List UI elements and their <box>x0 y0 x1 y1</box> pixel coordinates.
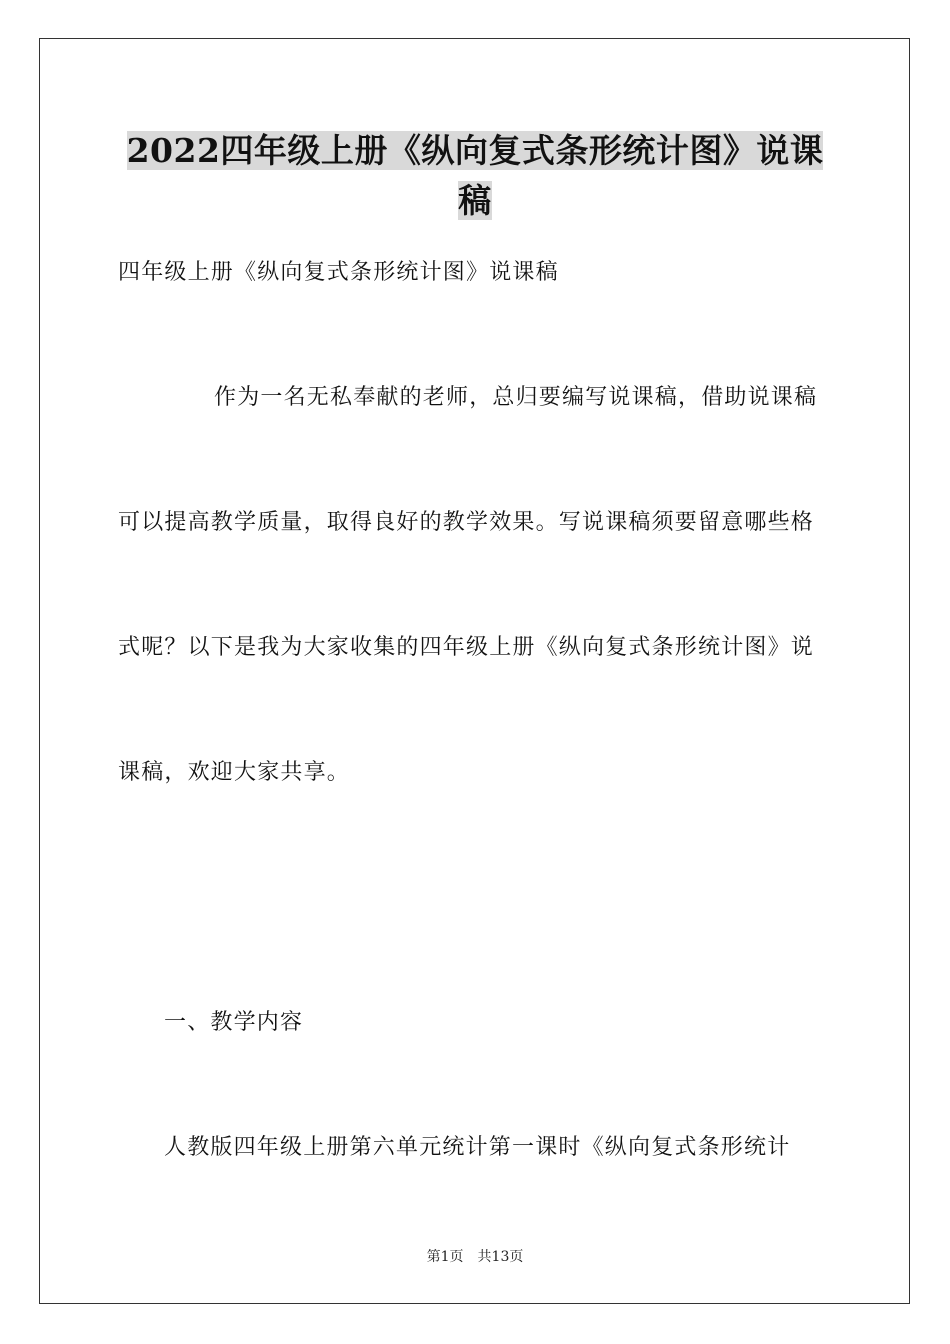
document-title <box>118 126 832 226</box>
section-heading: 一、教学内容 <box>164 1010 304 1035</box>
paragraph-line-2: 可以提高教学质量，取得良好的教学效果。写说课稿须要留意哪些格 <box>118 510 815 535</box>
page-total: 共13页 <box>477 1249 524 1265</box>
document-title-text: 2022四年级上册《纵向复式条形统计图》说课稿 <box>126 131 824 220</box>
page-border <box>39 38 910 1304</box>
paragraph-line-3: 式呢？以下是我为大家收集的四年级上册《纵向复式条形统计图》说 <box>118 635 815 660</box>
page-footer <box>0 1247 950 1267</box>
page-number: 第1页 <box>426 1249 464 1265</box>
paragraph-line-1: 作为一名无私奉献的老师，总归要编写说课稿，借助说课稿 <box>214 385 818 410</box>
document-subtitle: 四年级上册《纵向复式条形统计图》说课稿 <box>118 260 559 285</box>
section-paragraph-line: 人教版四年级上册第六单元统计第一课时《纵向复式条形统计 <box>164 1135 791 1160</box>
paragraph-line-4: 课稿，欢迎大家共享。 <box>118 760 351 785</box>
